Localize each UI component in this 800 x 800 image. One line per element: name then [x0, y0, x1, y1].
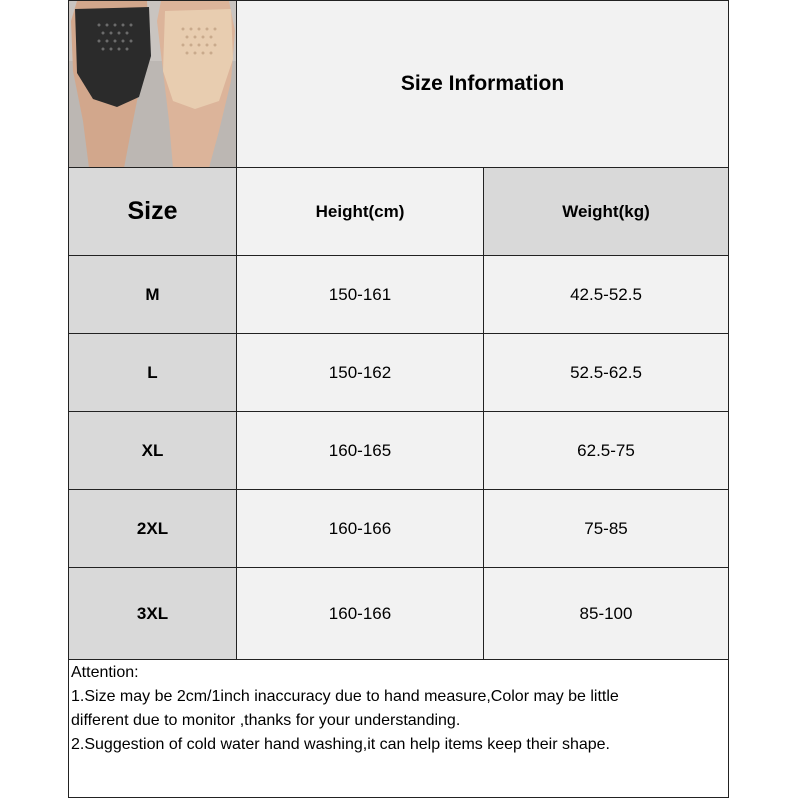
title-cell [237, 1, 728, 168]
note-line: 1.Size may be 2cm/1inch inaccuracy due to hand measure,Color may be little [71, 688, 619, 705]
height-cell: 150-161 [237, 256, 484, 333]
model-illustration [69, 1, 237, 168]
height-cell: 160-165 [237, 412, 484, 489]
header-weight: Weight(kg) [484, 168, 728, 255]
size-cell: M [69, 256, 237, 333]
size-cell: 3XL [69, 568, 237, 659]
size-cell: L [69, 334, 237, 411]
note-line: 2.Suggestion of cold water hand washing,it can help items keep their shape. [71, 736, 610, 753]
product-photo [69, 1, 237, 168]
notes-heading: Attention: [71, 664, 139, 681]
size-chart [68, 0, 729, 798]
weight-cell: 62.5-75 [484, 412, 728, 489]
height-cell: 160-166 [237, 568, 484, 659]
table-row [69, 256, 728, 334]
height-cell: 150-162 [237, 334, 484, 411]
table-header-row [69, 168, 728, 256]
header-size: Size [69, 168, 237, 255]
weight-cell: 85-100 [484, 568, 728, 659]
size-cell: 2XL [69, 490, 237, 567]
weight-cell: 52.5-62.5 [484, 334, 728, 411]
size-cell: XL [69, 412, 237, 489]
note-line: different due to monitor ,thanks for your understanding. [71, 712, 461, 729]
header-height: Height(cm) [237, 168, 484, 255]
weight-cell: 75-85 [484, 490, 728, 567]
attention-notes [71, 661, 726, 757]
height-cell: 160-166 [237, 490, 484, 567]
page-title: Size Information [400, 72, 565, 95]
table-row [69, 412, 728, 490]
table-row [69, 490, 728, 568]
table-row [69, 334, 728, 412]
weight-cell: 42.5-52.5 [484, 256, 728, 333]
table-row [69, 568, 728, 660]
